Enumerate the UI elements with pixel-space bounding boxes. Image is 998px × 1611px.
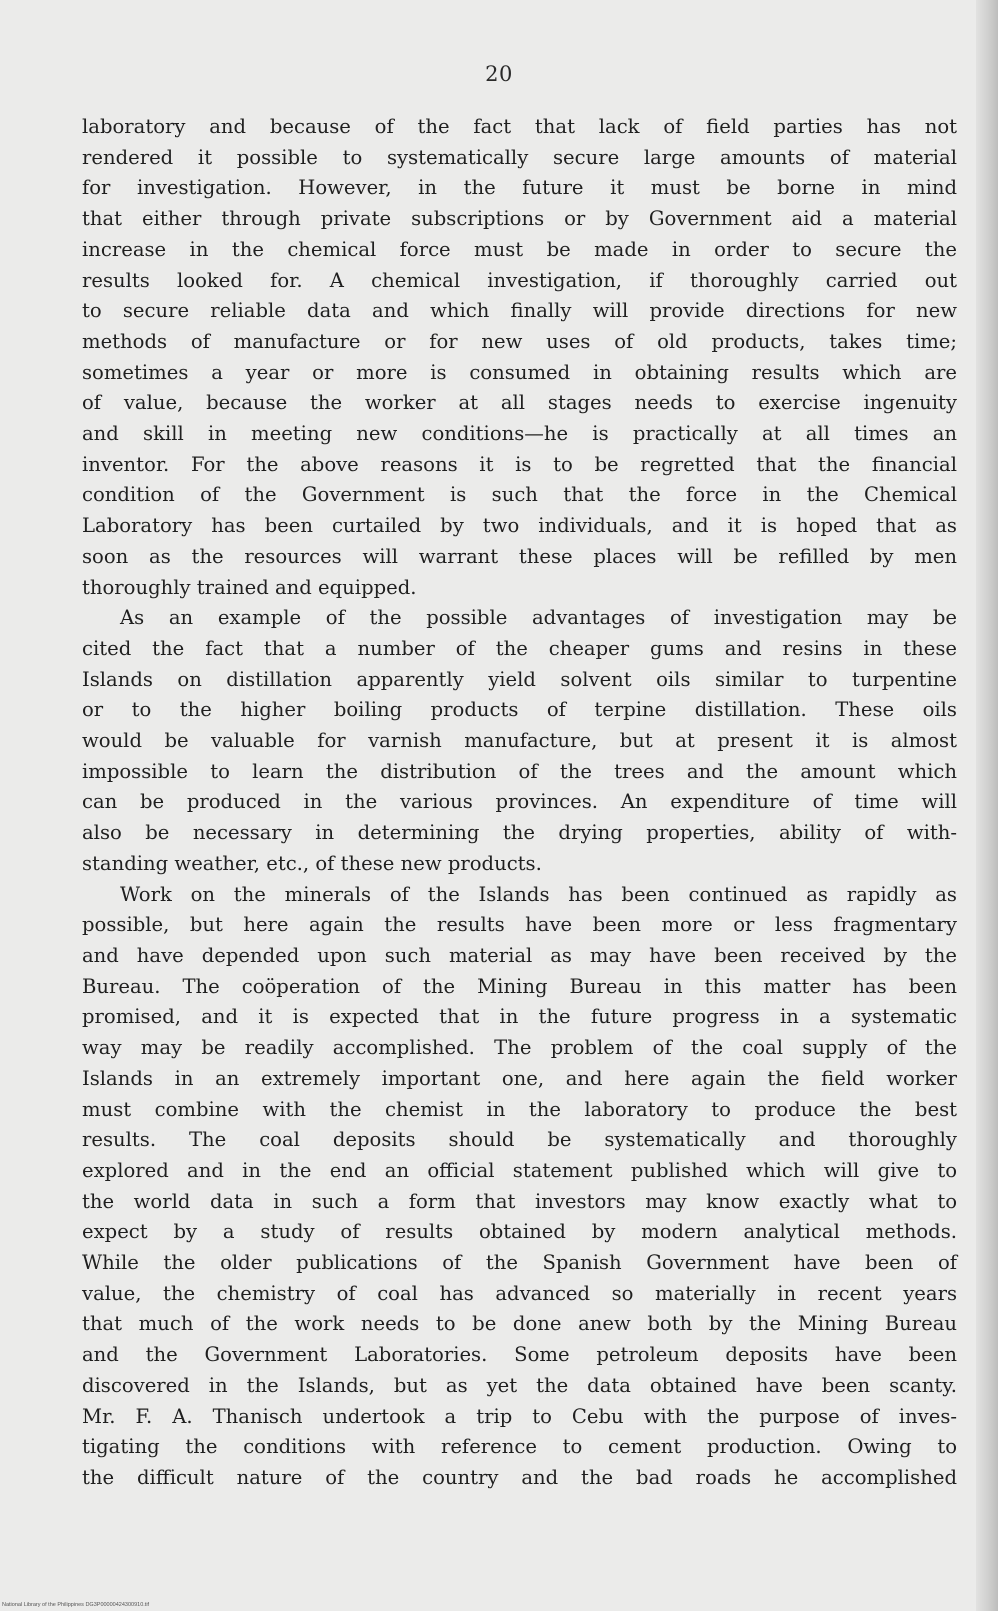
text-line: cited the fact that a number of the cheaper gums and resins in these [82,636,957,660]
page-edge-shadow [976,0,998,1611]
text-line: results looked for. A chemical investigation, if thoroughly carried out [82,268,957,292]
text-line: thoroughly trained and equipped. [82,575,417,599]
footer-reference: National Library of the Philippines DG3P00000424300910.tif [2,1602,150,1608]
text-line: methods of manufacture or for new uses of old products, takes time; [82,329,957,353]
text-line: tigating the conditions with reference to cement production. Owing to [82,1435,957,1459]
text-line: Work on the minerals of the Islands has been continued as rapidly as [120,882,957,906]
text-line: and have depended upon such material as may have been received by the [82,943,957,967]
text-line: Laboratory has been curtailed by two individuals, and it is hoped that as [82,514,957,538]
text-line: and the Government Laboratories. Some petroleum deposits have been [82,1343,957,1367]
text-line: expect by a study of results obtained by modern analytical methods. [82,1220,957,1244]
text-line: would be valuable for varnish manufacture, but at present it is almost [82,729,957,753]
text-line: standing weather, etc., of these new products. [82,851,542,875]
text-line: explored and in the end an official statement published which will give to [82,1158,957,1182]
text-line: or to the higher boiling products of terpine distillation. These oils [82,698,957,722]
text-line: impossible to learn the distribution of the trees and the amount which [82,759,957,783]
page-number: 20 [485,62,513,86]
text-line: Islands in an extremely important one, and here again the field worker [82,1066,957,1090]
text-line: As an example of the possible advantages of investigation may be [120,606,957,630]
text-line: possible, but here again the results have been more or less fragmentary [82,913,957,937]
text-line: promised, and it is expected that in the future progress in a systematic [82,1005,957,1029]
text-line: While the older publications of the Spanish Government have been of [82,1251,957,1275]
text-line: rendered it possible to systematically secure large amounts of material [82,145,957,169]
text-line: for investigation. However, in the future it must be borne in mind [82,176,957,200]
text-line: also be necessary in determining the drying properties, ability of with- [82,821,957,845]
text-line: of value, because the worker at all stages needs to exercise ingenuity [82,391,957,415]
text-line: the difficult nature of the country and the bad roads he accomplished [82,1465,957,1489]
text-line: increase in the chemical force must be made in order to secure the [82,237,957,261]
text-line: sometimes a year or more is consumed in obtaining results which are [82,360,957,384]
text-line: to secure reliable data and which finally will provide directions for new [82,299,957,323]
text-line: inventor. For the above reasons it is to be regretted that the financial [82,452,957,476]
text-line: can be produced in the various provinces. An expenditure of time will [82,790,957,814]
text-line: Mr. F. A. Thanisch undertook a trip to Cebu with the purpose of inves- [82,1404,957,1428]
text-line: condition of the Government is such that the force in the Chemical [82,483,957,507]
text-line: must combine with the chemist in the laboratory to produce the best [82,1097,957,1121]
text-line: value, the chemistry of coal has advanced so materially in recent years [82,1281,957,1305]
body-text [82,112,957,1494]
text-line: Bureau. The coöperation of the Mining Bureau in this matter has been [82,974,957,998]
text-line: discovered in the Islands, but as yet the data obtained have been scanty. [82,1373,957,1397]
text-line: way may be readily accomplished. The problem of the coal supply of the [82,1036,957,1060]
text-line: soon as the resources will warrant these places will be refilled by men [82,544,957,568]
text-line: that much of the work needs to be done anew both by the Mining Bureau [82,1312,957,1336]
text-line: Islands on distillation apparently yield solvent oils similar to turpentine [82,667,957,691]
text-line: and skill in meeting new conditions—he is practically at all times an [82,422,957,446]
text-line: laboratory and because of the fact that lack of field parties has not [82,115,957,138]
text-line: the world data in such a form that investors may know exactly what to [82,1189,957,1213]
text-line: that either through private subscriptions or by Government aid a material [82,207,957,231]
text-line: results. The coal deposits should be systematically and thoroughly [82,1128,957,1152]
